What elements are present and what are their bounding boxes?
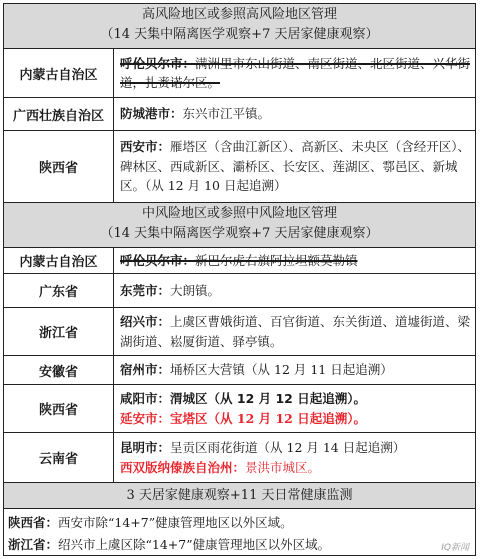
high-risk-subtitle: （14 天集中隔离医学观察+7 天居家健康观察） <box>100 27 379 42</box>
table-row <box>4 433 475 483</box>
city-label: 昆明市： <box>120 440 171 455</box>
area-text: 绍兴市上虞区除“14+7”健康管理地区以外区域。 <box>58 537 331 552</box>
area-text: 上虞区曹娥街道、百官街道、东关街道、道墟街道、梁湖街道、崧厦街道、驿亭镇。 <box>120 314 471 349</box>
table-row <box>4 356 475 385</box>
list-item <box>4 534 475 556</box>
province-cell: 内蒙古自治区 <box>4 49 114 97</box>
city-label: 防城港市： <box>120 106 183 122</box>
low-risk-header <box>4 483 475 509</box>
city-label: 西安市： <box>120 139 171 155</box>
table-row <box>4 385 475 433</box>
table-row <box>4 49 475 98</box>
city-label: 绍兴市： <box>120 314 171 329</box>
city-label: 呼伦贝尔市： <box>120 55 196 71</box>
province-cell: 广东省 <box>4 274 114 307</box>
table-row <box>4 248 475 274</box>
area-text: 大朗镇。 <box>170 282 221 298</box>
area-cell <box>114 131 475 202</box>
province-label: 浙江省： <box>8 537 59 552</box>
province-label: 陕西省： <box>8 515 59 530</box>
mid-risk-title: 中风险地区或参照中风险地区管理 <box>141 206 337 221</box>
city-label: 咸阳市： <box>120 391 171 406</box>
province-cell: 陕西省 <box>4 131 114 202</box>
city-label: 呼伦贝尔市： <box>120 252 196 268</box>
area-text: 宝塔区（从 12 月 12 日起追溯）。 <box>170 410 366 426</box>
area-cell <box>114 308 475 355</box>
area-text: 渭城区（从 12 月 12 日起追溯）。 <box>170 391 366 406</box>
area-text: 西安市除“14+7”健康管理地区以外区域。 <box>58 515 293 530</box>
area-cell <box>114 433 475 482</box>
province-cell: 陕西省 <box>4 385 114 432</box>
area-cell <box>114 356 475 384</box>
table-row <box>4 98 475 131</box>
city-label: 宿州市： <box>120 362 171 378</box>
area-text: 新巴尔虎右旗阿拉坦额莫勒镇 <box>195 252 358 268</box>
area-cell <box>114 248 475 273</box>
mid-risk-header <box>4 203 475 248</box>
table-row <box>4 274 475 308</box>
table-row <box>4 131 475 203</box>
province-cell: 安徽省 <box>4 356 114 384</box>
table-row <box>4 308 475 356</box>
area-cell <box>114 98 475 130</box>
area-text: 东兴市江平镇。 <box>182 106 271 122</box>
watermark-logo: IQ新闻 <box>441 543 469 553</box>
province-cell: 云南省 <box>4 433 114 482</box>
area-cell <box>114 49 475 97</box>
city-label: 东莞市： <box>120 282 171 298</box>
area-cell <box>114 385 475 432</box>
city-label: 延安市： <box>120 410 171 426</box>
low-risk-title: 3 天居家健康观察+11 天日常健康监测 <box>126 488 353 503</box>
area-cell <box>114 274 475 307</box>
area-text: 满洲里市东山街道、南区街道、北区街道、兴华街道，扎赉诺尔区。 <box>120 55 471 90</box>
province-cell: 内蒙古自治区 <box>4 248 114 273</box>
risk-area-table <box>3 3 476 556</box>
area-text: 呈贡区雨花街道（从 12 月 14 日起追溯） <box>170 440 406 455</box>
high-risk-title: 高风险地区或参照高风险地区管理 <box>141 7 337 22</box>
mid-risk-subtitle: （14 天集中隔离医学观察+7 天居家健康观察） <box>100 226 379 241</box>
area-text: 景洪市城区。 <box>245 459 321 475</box>
province-cell: 浙江省 <box>4 308 114 355</box>
province-cell: 广西壮族自治区 <box>4 98 114 130</box>
area-text: 埇桥区大营镇（从 12 月 11 日起追溯） <box>170 362 393 378</box>
list-item <box>4 509 475 534</box>
city-label: 西双版纳傣族自治州： <box>120 459 246 475</box>
area-text: 雁塔区（含曲江新区）、高新区、未央区（含经开区）、碑林区、西咸新区、灞桥区、长安区、莲湖区、鄠邑区、新城区。（从 12 月 10 日起追溯） <box>120 139 471 194</box>
high-risk-header <box>4 4 475 49</box>
